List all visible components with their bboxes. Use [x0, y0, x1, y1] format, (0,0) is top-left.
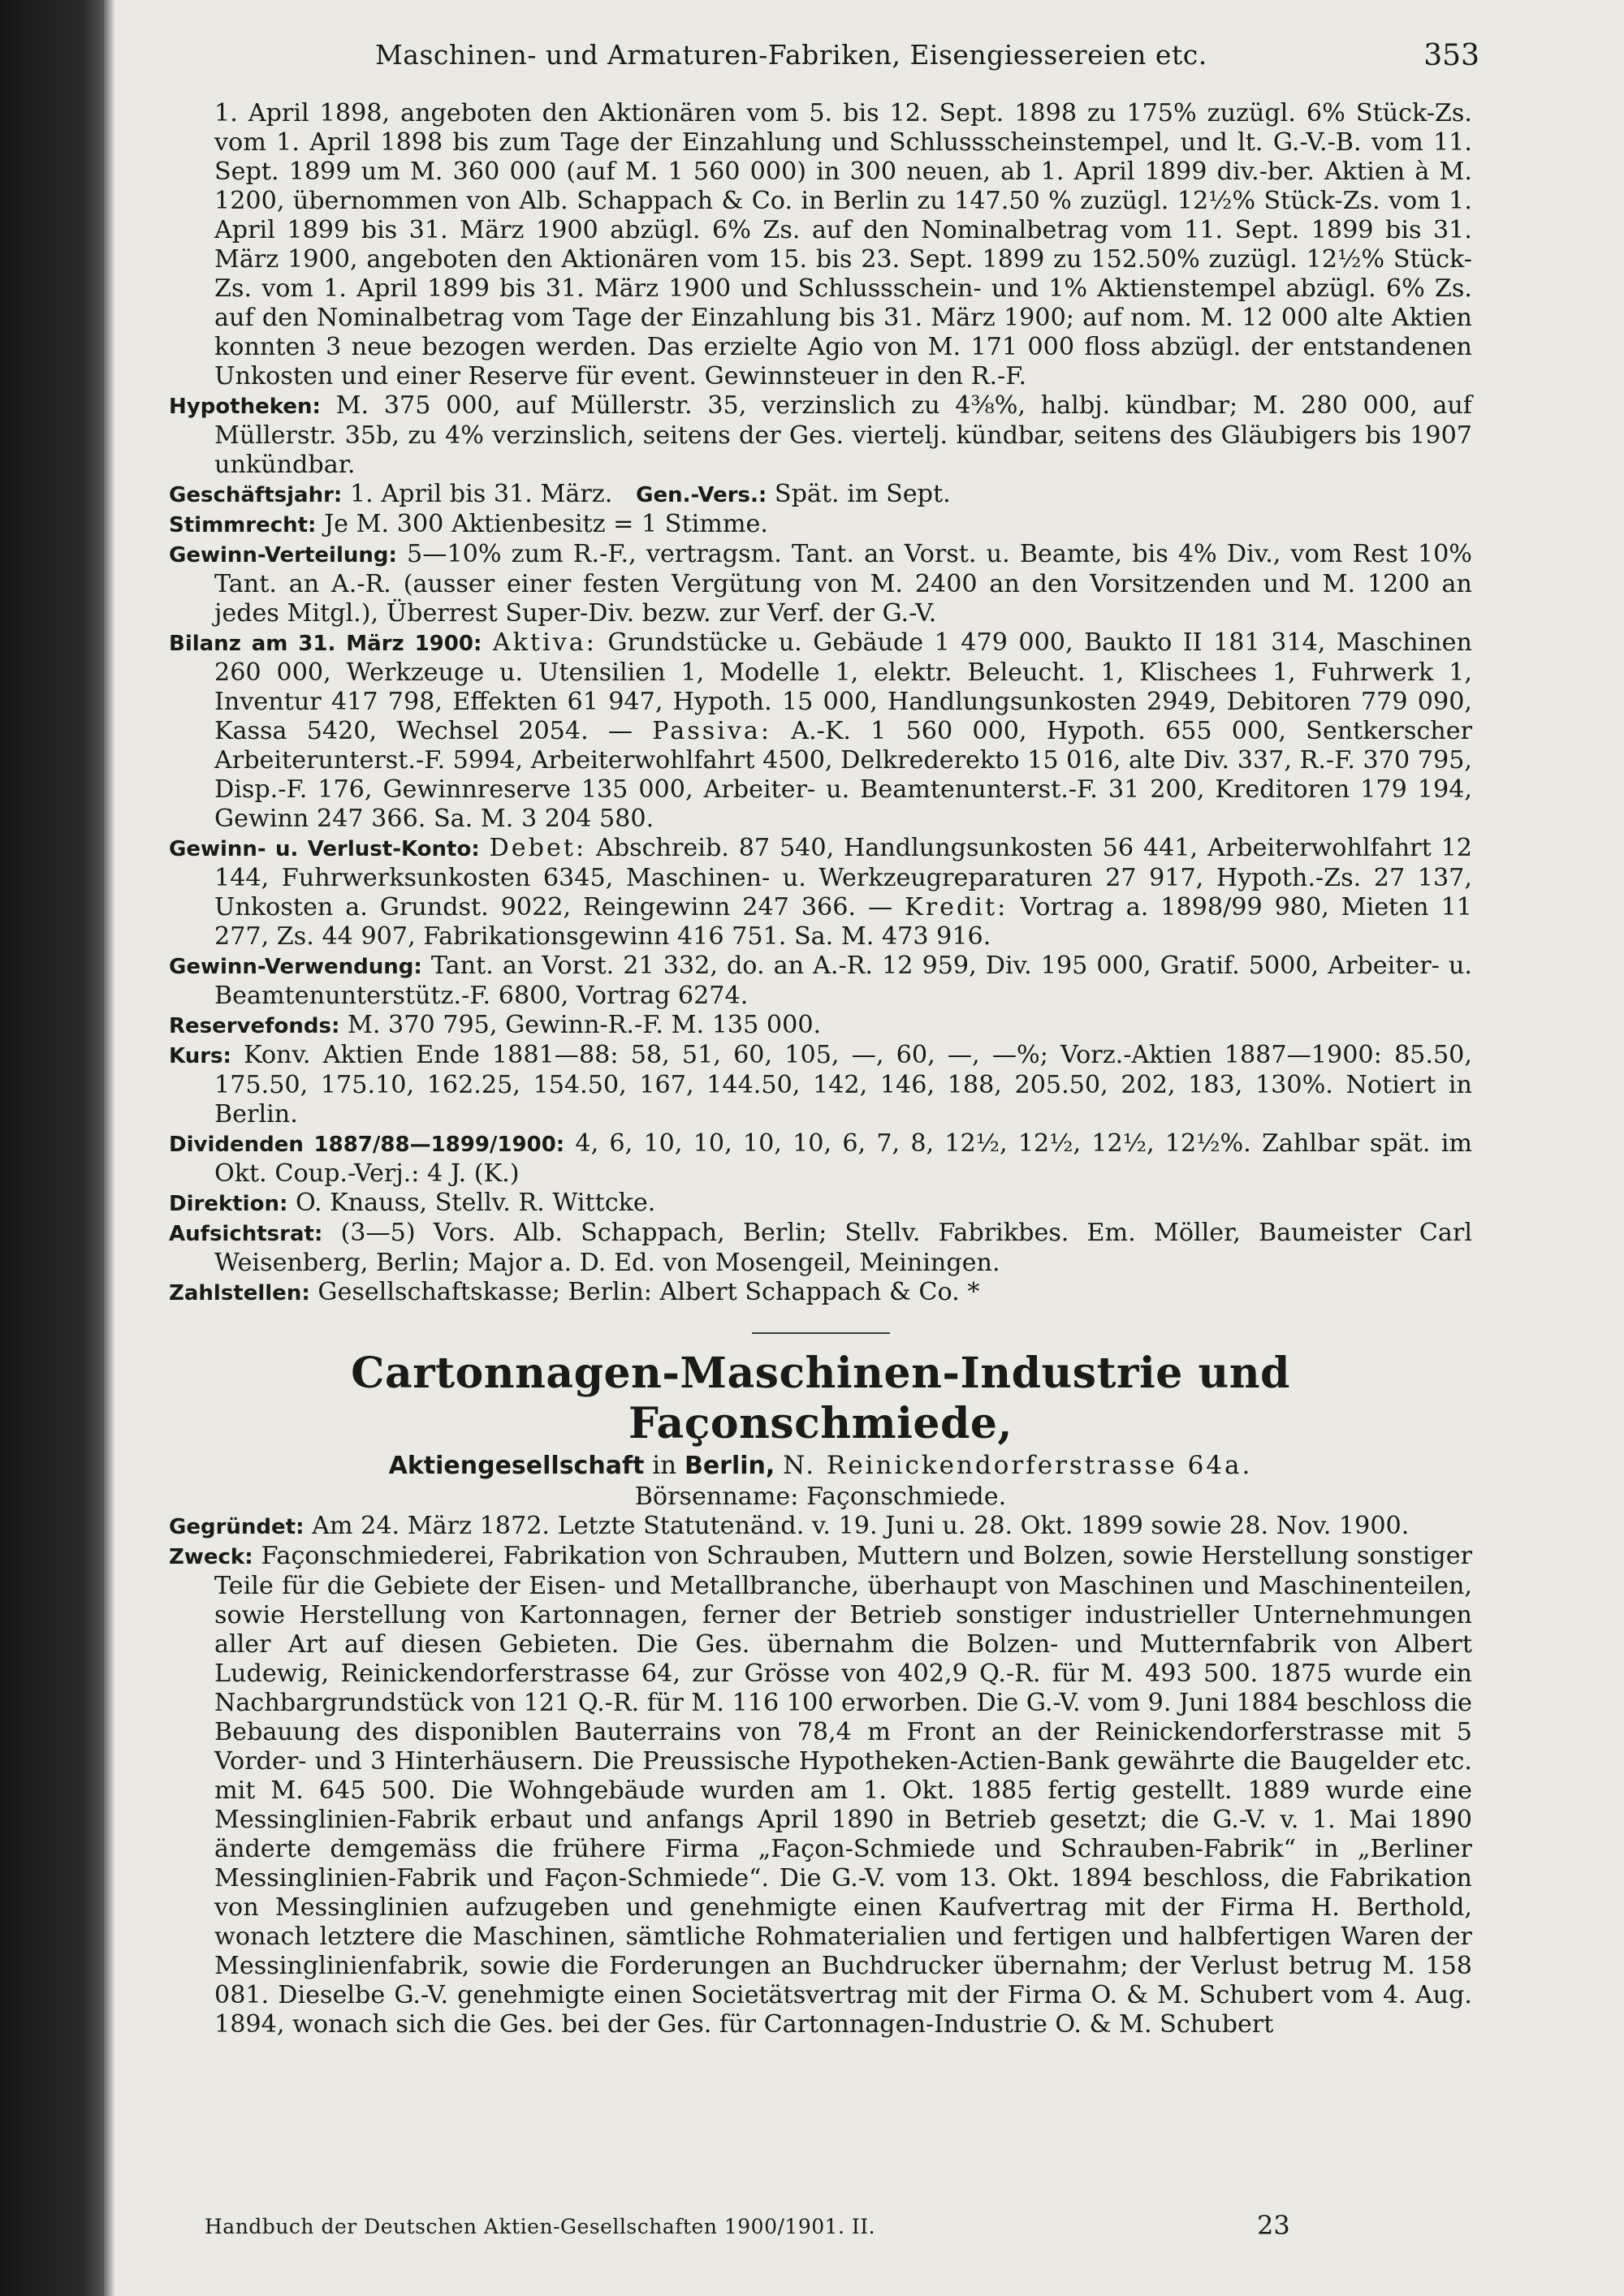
entry-text: A.-K. 1 560 000, Hypoth. 655 000, Sentkerscher Arbeiterunterst.-F. 5994, Arbeiterwohlfahrt 4500, Delkrederekto 15 016, alte Div. 337, R.-F. 370 795, Disp.-F. 176, Gewinnreserve 135 000, Arbeiter- u. Beamtenunterst.-F. 31 200, Kreditoren 179 194, Gewinn 247 366. Sa. M. 3 204 580. — [214, 717, 1472, 833]
running-header: Maschinen- und Armaturen-Fabriken, Eisengiessereien etc. — [375, 39, 1207, 71]
entry-text: Façonschmiederei, Fabrikation von Schrauben, Muttern und Bolzen, sowie Herstellung sonstiger Teile für die Gebiete der Eisen- und Metallbranche, überhaupt von Maschinen und Maschinenteilen, sowie Herstellung von Kartonnagen, ferner der Betrieb sonstiger industrieller Unternehmungen aller Art auf diesen Gebieten. Die Ges. übernahm die Bolzen- und Mutternfabrik von Albert Ludewig, Reinickendorferstrasse 64, zur Grösse von 402,9 Q.-R. für M. 493 500. 1875 wurde ein Nachbargrundstück von 121 Q.-R. für M. 116 100 erworben. Die G.-V. vom 9. Juni 1884 beschloss die Bebauung des disponiblen Bauterrains von 78,4 m Front an der Reinickendorferstrasse mit 5 Vorder- und 3 Hinterhäusern. Die Preussische Hypotheken-Actien-Bank gewährte die Baugelder etc. mit M. 645 500. Die Wohngebäude wurden am 1. Okt. 1885 fertig gestellt. 1889 wurde eine Messinglinien-Fabrik erbaut und anfangs April 1890 in Betrieb gesetzt; die G.-V. v. 1. Mai 1890 änderte demgemäss die frühere Firma „Façon-Schmiede und Schrauben-Fabrik“ in „Berliner Messinglinien-Fabrik und Façon-Schmiede“. Die G.-V. vom 13. Okt. 1894 beschloss, die Fabrikation von Messinglinien aufzugeben und genehmigte einen Kaufvertrag mit der Firma H. Berthold, wonach letztere die Maschinen, sämtliche Rohmaterialien und fertigen und halbfertigen Waren der Messinglinienfabrik, sowie die Forderungen an Buchdrucker übernahm; der Verlust betrug M. 158 081. Dieselbe G.-V. genehmigte einen Societätsvertrag mit der Firma O. & M. Schubert vom 4. Aug. 1894, wonach sich die Ges. bei der Ges. für Cartonnagen-Industrie O. & M. Schubert — [214, 1542, 1472, 2039]
book-spine-shadow — [0, 0, 104, 2296]
company-in: in — [652, 1451, 677, 1480]
entry-text: Abschreib. 87 540, Handlungsunkosten 56 441, Arbeiterwohlfahrt 12 144, Fuhrwerksunkosten 6345, Maschinen- u. Werkzeugreparaturen 27 917, Hypoth.-Zs. 27 137, Unkosten a. Grundst. 9022, Reingewinn 247 366. — — [214, 834, 1472, 921]
entry-zweck — [169, 1542, 1472, 2039]
entry-label-generalversammlung: Gen.-Vers.: — [636, 483, 767, 507]
debet-label: Debet: — [489, 834, 587, 862]
entry-text: M. 375 000, auf Müllerstr. 35, verzinslich zu 4⅜%, halbj. kündbar; M. 280 000, auf Müllerstr. 35b, zu 4% verzinslich, seitens der Ges. viertelj. kündbar, seitens des Gläubigers bis 1907 unkündbar. — [214, 391, 1472, 479]
footer-book-title: Handbuch der Deutschen Aktien-Gesellschaften 1900/1901. II. — [205, 2215, 876, 2238]
section-divider — [752, 1332, 890, 1334]
entry-label: Gegründet: — [169, 1515, 304, 1539]
entry-stimmrecht — [169, 510, 1472, 540]
passiva-label: Passiva: — [652, 717, 772, 745]
entry-text: O. Knauss, Stellv. R. Wittcke. — [295, 1189, 656, 1217]
entry-label: Gewinn- u. Verlust-Konto: — [169, 837, 480, 861]
company-legal-form: Aktiengesellschaft — [388, 1452, 645, 1480]
entry-gewinn-verwendung — [169, 952, 1472, 1011]
company-address: N. Reinickendorferstrasse 64a. — [783, 1451, 1253, 1480]
entry-label: Zweck: — [169, 1545, 253, 1569]
company-title: Cartonnagen-Maschinen-Industrie und Façonschmiede, — [351, 1349, 1290, 1448]
entry-label: Direktion: — [169, 1192, 288, 1216]
kredit-label: Kredit: — [905, 893, 1009, 921]
entry-label: Reservefonds: — [169, 1014, 340, 1038]
entry-text: Vortrag a. 1898/99 980, Mieten 11 277, Zs. 44 907, Fabrikationsgewinn 416 751. Sa. M. 473 916. — [214, 893, 1472, 951]
entry-text: 4, 6, 10, 10, 10, 10, 6, 7, 8, 12½, 12½, 12½, 12½%. Zahlbar spät. im Okt. Coup.-Verj.: 4 J. (K.) — [214, 1129, 1473, 1188]
page-number: 353 — [1423, 39, 1479, 72]
entry-direktion — [169, 1189, 1472, 1219]
entry-text: M. 370 795, Gewinn-R.-F. M. 135 000. — [347, 1011, 822, 1039]
boersenname: Börsenname: Façonschmiede. — [634, 1482, 1007, 1511]
entry-label: Bilanz am 31. März 1900: — [169, 632, 482, 656]
spine-edge — [104, 0, 115, 2296]
entry-text: Am 24. März 1872. Letzte Statutenänd. v. 19. Juni u. 28. Okt. 1899 sowie 28. Nov. 1900. — [312, 1512, 1410, 1540]
entry-gegruendet — [169, 1512, 1472, 1542]
page-body — [169, 99, 1472, 2039]
entry-label: Aufsichtsrat: — [169, 1222, 323, 1246]
entry-label: Kurs: — [169, 1044, 231, 1068]
continuation-paragraph: 1. April 1898, angeboten den Aktionären vom 5. bis 12. Sept. 1898 zu 175% zuzügl. 6% Stück-Zs. vom 1. April 1898 bis zum Tage der Einzahlung und Schlussscheinstempel, und lt. G.-V.-B. vom 11. Sept. 1899 um M. 360 000 (auf M. 1 560 000) in 300 neuen, ab 1. April 1899 div.-ber. Aktien à M. 1200, übernommen von Alb. Schappach & Co. in Berlin zu 147.50 % zuzügl. 12½% Stück-Zs. vom 1. April 1899 bis 31. März 1900 abzügl. 6% Zs. auf den Nominalbetrag vom 11. Sept. 1899 bis 31. März 1900, angeboten den Aktionären vom 15. bis 23. Sept. 1899 zu 152.50% zuzügl. 12½% Stück-Zs. vom 1. April 1899 bis 31. März 1900 und Schlussschein- und 1% Aktienstempel abzügl. 6% Zs. auf den Nominalbetrag vom Tage der Einzahlung bis 31. März 1900; auf nom. M. 12 000 alte Aktien konnten 3 neue bezogen werden. Das erzielte Agio von M. 171 000 floss abzügl. der entstandenen Unkosten und einer Reserve für event. Gewinnsteuer in den R.-F. — [214, 99, 1472, 391]
entry-text: (3—5) Vors. Alb. Schappach, Berlin; Stellv. Fabrikbes. Em. Möller, Baumeister Carl Weisenberg, Berlin; Major a. D. Ed. von Mosengeil, Meiningen. — [214, 1219, 1472, 1277]
entry-zahlstellen — [169, 1278, 1472, 1308]
entry-aufsichtsrat — [169, 1219, 1472, 1278]
entry-label: Dividenden 1887/88—1899/1900: — [169, 1133, 565, 1157]
company-subtitle — [169, 1449, 1472, 1482]
entry-gewinn-verlust-konto — [169, 834, 1472, 952]
entry-label: Stimmrecht: — [169, 513, 317, 537]
entry-text: 5—10% zum R.-F., vertragsm. Tant. an Vorst. u. Beamte, bis 4% Div., vom Rest 10% Tant. an A.-R. (ausser einer festen Vergütung von M. 2400 an den Vorsitzenden und M. 1200 an jedes Mitgl.), Überrest Super-Div. bezw. zur Verf. der G.-V. — [214, 540, 1472, 628]
entry-dividenden — [169, 1129, 1472, 1189]
entry-text: 1. April bis 31. März. — [349, 480, 613, 508]
entry-label: Geschäftsjahr: — [169, 483, 343, 507]
entry-text: Tant. an Vorst. 21 332, do. an A.-R. 12 959, Div. 195 000, Gratif. 5000, Arbeiter- u. Beamtenunterstütz.-F. 6800, Vortrag 6274. — [214, 952, 1472, 1010]
entry-kurs — [169, 1041, 1472, 1129]
entry-label: Gewinn-Verwendung: — [169, 955, 422, 979]
entry-label: Hypotheken: — [169, 395, 321, 419]
entry-label: Zahlstellen: — [169, 1281, 310, 1306]
entry-bilanz — [169, 628, 1472, 834]
entry-text: Grundstücke u. Gebäude 1 479 000, Baukto II 181 314, Maschinen 260 000, Werkzeuge u. Utensilien 1, Modelle 1, elektr. Beleucht. 1, Klischees 1, Fuhrwerk 1, Inventur 417 798, Effekten 61 947, Hypoth. 15 000, Handlungsunkosten 2949, Debitoren 779 090, Kassa 5420, Wechsel 2054. — — [214, 628, 1472, 745]
entry-geschaeftsjahr — [169, 480, 1472, 510]
entry-label: Gewinn-Verteilung: — [169, 543, 397, 568]
company-city: Berlin, — [684, 1452, 775, 1480]
entry-text: Gesellschaftskasse; Berlin: Albert Schappach & Co. * — [317, 1278, 980, 1306]
entry-hypotheken — [169, 391, 1472, 480]
aktiva-label: Aktiva: — [492, 628, 597, 657]
entry-gewinn-verteilung — [169, 540, 1472, 628]
entry-text: Je M. 300 Aktienbesitz = 1 Stimme. — [324, 510, 768, 538]
entry-reservefonds — [169, 1011, 1472, 1041]
entry-text: Konv. Aktien Ende 1881—88: 58, 51, 60, 105, —, 60, —, —%; Vorz.-Aktien 1887—1900: 85.50, 175.50, 175.10, 162.25, 154.50, 167, 144.50, 142, 146, 188, 205.50, 202, 183, 130%. Notiert in Berlin. — [214, 1041, 1472, 1129]
footer-signature: 23 — [1257, 2210, 1290, 2241]
entry-text: Spät. im Sept. — [774, 480, 951, 508]
